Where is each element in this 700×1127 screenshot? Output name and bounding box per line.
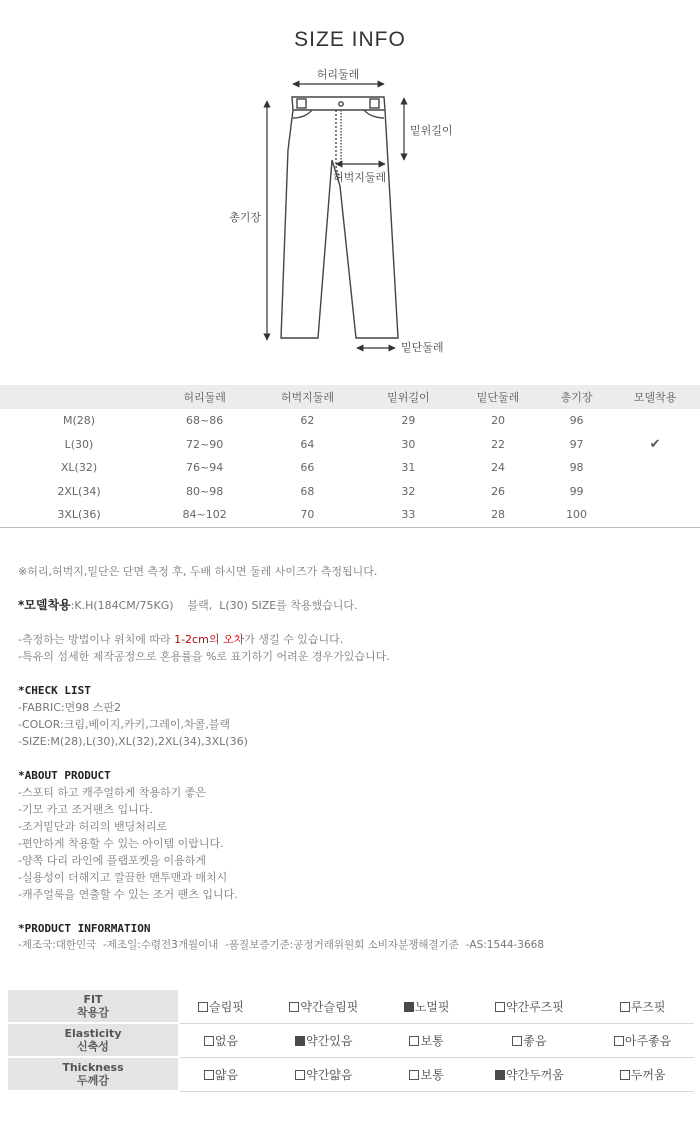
size-table <box>0 385 700 528</box>
elasticity-option <box>262 1024 386 1058</box>
option-label: 약간얇음 <box>306 1068 353 1082</box>
elasticity-option <box>591 1024 694 1058</box>
size-cell: 3XL(36) <box>0 503 158 527</box>
product-information-text: -제조국:대한민국 -제조일:수령전3개월이내 -품질보증기준:공정거래위원회 소비자분쟁해결기준 -AS:1544-3668 <box>18 939 545 951</box>
model-cell <box>610 503 700 527</box>
fit-label-en: FIT <box>83 993 103 1006</box>
elasticity-label-en: Elasticity <box>64 1027 122 1040</box>
header-cell: 밑위길이 <box>387 391 430 404</box>
header-cell: 총기장 <box>560 391 593 404</box>
list-item: -조거밑단과 허리의 밴딩처리로 <box>18 820 168 833</box>
model-wear-line <box>18 597 688 614</box>
checkbox-icon <box>620 1070 630 1080</box>
hem-cell: 20 <box>491 414 506 428</box>
elasticity-option <box>386 1024 468 1058</box>
rise-cell: 29 <box>401 414 416 428</box>
checkbox-icon <box>512 1036 522 1046</box>
hem-cell: 24 <box>491 461 506 475</box>
thickness-option <box>180 1058 262 1092</box>
table-row <box>0 503 700 527</box>
tolerance-text-end: 가 생길 수 있습니다. <box>244 633 344 646</box>
elasticity-label-ko: 신축성 <box>77 1040 109 1053</box>
table-row <box>0 456 700 480</box>
fit-chart <box>8 990 694 1092</box>
option-label: 슬림핏 <box>209 1000 244 1014</box>
header-cell: 허벅지둘레 <box>280 391 334 404</box>
header-cell: 모델착용 <box>633 391 677 404</box>
length-cell: 98 <box>569 461 584 475</box>
thickness-option <box>591 1058 694 1092</box>
option-label: 두꺼움 <box>630 1068 666 1082</box>
blend-note: -특유의 섬세한 제작공정으로 혼용률을 %로 표기하기 어려운 경우가있습니다. <box>18 650 390 663</box>
rise-cell: 33 <box>363 503 453 527</box>
length-cell: 100 <box>543 503 610 527</box>
checkbox-icon <box>198 1002 208 1012</box>
model-wear-text: :K.H(184CM/75KG) 블랙, L(30) SIZE를 착용했습니다. <box>70 599 358 612</box>
model-wear-label: *모델착용 <box>18 598 71 612</box>
header-cell: 허리둘레 <box>183 391 226 404</box>
size-table-header <box>0 385 700 409</box>
thigh-label: 허벅지둘레 <box>333 171 387 184</box>
elasticity-label <box>8 1024 180 1058</box>
thickness-option <box>262 1058 386 1092</box>
waist-cell: 68~86 <box>186 414 224 428</box>
length-label: 총기장 <box>229 211 261 224</box>
pants-outline <box>281 97 398 338</box>
checkbox-icon <box>404 1002 414 1012</box>
length-cell: 97 <box>569 437 584 451</box>
elasticity-option <box>468 1024 592 1058</box>
thigh-cell: 66 <box>300 461 315 475</box>
hem-cell: 22 <box>491 437 506 451</box>
option-label: 약간루즈핏 <box>505 1000 564 1014</box>
length-cell: 99 <box>569 484 584 498</box>
checkbox-icon <box>614 1036 624 1046</box>
thickness-label-ko: 두께감 <box>77 1074 109 1087</box>
checkbox-icon <box>409 1036 419 1046</box>
option-label: 약간슬림핏 <box>300 1000 359 1014</box>
table-row <box>0 409 700 433</box>
checkbox-icon <box>495 1002 505 1012</box>
thickness-label-en: Thickness <box>62 1061 124 1074</box>
thigh-cell: 70 <box>251 503 363 527</box>
length-cell: 96 <box>569 414 584 428</box>
header-cell: 밑단둘레 <box>476 391 520 404</box>
tolerance-note <box>18 631 688 648</box>
fit-label <box>8 990 180 1024</box>
list-item: -실용성이 더해지고 깔끔한 맨투맨과 매치시 <box>18 871 228 884</box>
option-label: 없음 <box>214 1034 239 1048</box>
header-cell <box>0 385 158 409</box>
thickness-row <box>8 1058 694 1092</box>
pants-size-diagram <box>0 60 700 360</box>
model-cell <box>610 480 700 504</box>
thickness-option <box>386 1058 468 1092</box>
rise-label: 밑위길이 <box>410 124 453 137</box>
option-label: 루즈핏 <box>630 1000 666 1014</box>
checkbox-icon <box>204 1070 214 1080</box>
list-item: -양쪽 다리 라인에 플랩포켓을 이용하게 <box>18 854 206 867</box>
checkbox-icon <box>620 1002 630 1012</box>
measure-note: ※허리,허벅지,밑단은 단면 측정 후, 두배 하시면 둘레 사이즈가 측정됩니다. <box>18 565 378 578</box>
option-label: 얇음 <box>214 1068 239 1082</box>
thickness-option <box>468 1058 592 1092</box>
hem-label: 밑단둘레 <box>401 341 444 354</box>
rise-cell: 32 <box>401 484 416 498</box>
list-item: -스포티 하고 캐주얼하게 착용하기 좋은 <box>18 786 206 799</box>
rise-cell: 31 <box>401 461 416 475</box>
product-information-heading: *PRODUCT INFORMATION <box>18 922 151 935</box>
checkbox-icon <box>295 1070 305 1080</box>
list-item: -캐주얼룩을 연출할 수 있는 조거 팬츠 입니다. <box>18 888 238 901</box>
checkbox-icon <box>409 1070 419 1080</box>
tolerance-text: -측정하는 방법이나 위치에 따라 <box>18 633 175 646</box>
option-label: 약간있음 <box>306 1034 353 1048</box>
thickness-label <box>8 1058 180 1092</box>
checkbox-icon <box>295 1036 305 1046</box>
product-notes <box>18 563 688 954</box>
size-cell: L(30) <box>64 437 94 451</box>
waist-cell: 76~94 <box>186 461 224 475</box>
option-label: 보통 <box>420 1068 444 1082</box>
list-item: -COLOR:크림,베이지,카키,그레이,차콜,블랙 <box>18 718 230 731</box>
about-product-heading: *ABOUT PRODUCT <box>18 769 111 782</box>
thigh-cell: 62 <box>300 414 315 428</box>
list-item: -기모 카고 조거팬츠 입니다. <box>18 803 153 816</box>
elasticity-option <box>180 1024 262 1058</box>
fit-row <box>8 990 694 1024</box>
option-label: 보통 <box>420 1034 444 1048</box>
thigh-cell: 68 <box>300 484 315 498</box>
list-item: -FABRIC:면98 스판2 <box>18 701 122 714</box>
rise-cell: 30 <box>401 437 416 451</box>
check-list-heading: *CHECK LIST <box>18 684 91 697</box>
model-cell <box>610 409 700 433</box>
fit-option <box>180 990 262 1024</box>
size-cell: 2XL(34) <box>57 484 101 498</box>
elasticity-row <box>8 1024 694 1058</box>
option-label: 노멀핏 <box>414 1000 450 1014</box>
waist-cell: 80~98 <box>186 484 224 498</box>
table-row <box>0 480 700 504</box>
waist-cell: 84~102 <box>158 503 251 527</box>
checkbox-icon <box>289 1002 299 1012</box>
hem-cell: 26 <box>491 484 506 498</box>
option-label: 아주좋음 <box>624 1034 672 1048</box>
checkbox-icon <box>204 1036 214 1046</box>
checkbox-icon <box>495 1070 505 1080</box>
model-cell <box>610 456 700 480</box>
page-title: SIZE INFO <box>294 28 406 51</box>
list-item: -편안하게 착용할 수 있는 아이템 이랍니다. <box>18 837 224 850</box>
hem-cell: 28 <box>453 503 543 527</box>
table-row <box>0 433 700 457</box>
fit-option <box>591 990 694 1024</box>
waist-label: 허리둘레 <box>316 68 360 81</box>
list-item: -SIZE:M(28),L(30),XL(32),2XL(34),3XL(36) <box>18 735 248 748</box>
option-label: 좋음 <box>523 1034 547 1048</box>
fit-option <box>386 990 468 1024</box>
waist-cell: 72~90 <box>186 437 224 451</box>
tolerance-highlight: 1-2cm의 오차 <box>174 633 245 646</box>
model-check-icon: ✔ <box>649 436 661 452</box>
fit-label-ko: 착용감 <box>77 1006 109 1019</box>
thigh-cell: 64 <box>300 437 315 451</box>
option-label: 약간두꺼움 <box>505 1068 564 1082</box>
size-cell: XL(32) <box>60 461 98 475</box>
size-cell: M(28) <box>62 414 96 428</box>
fit-option <box>468 990 592 1024</box>
fit-option <box>262 990 386 1024</box>
